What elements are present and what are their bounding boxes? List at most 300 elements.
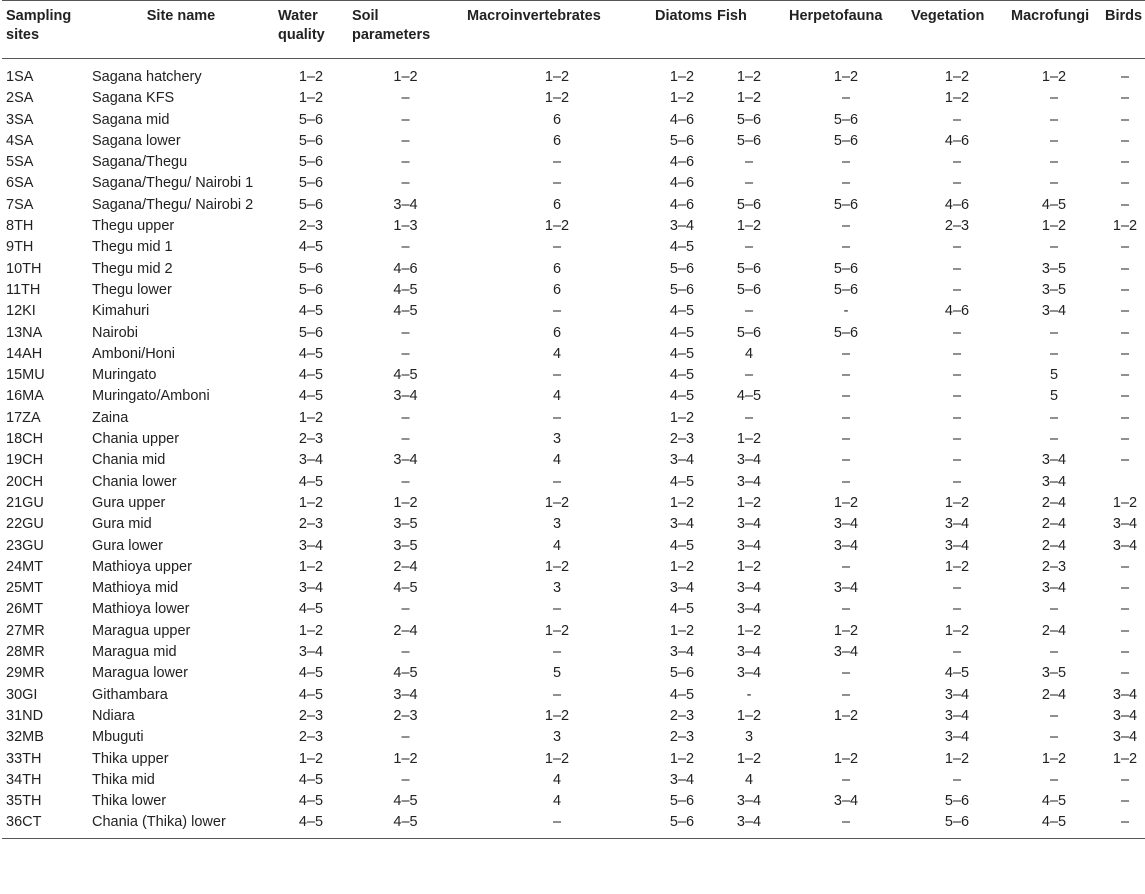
cell-diatoms: 1–2 (669, 409, 695, 426)
cell-herpetofauna: – (841, 175, 851, 192)
cell-birds: – (1120, 69, 1130, 85)
cell-macrofungi: 2–4 (1041, 686, 1067, 703)
table-row (2, 472, 1145, 493)
cell-birds: – (1120, 90, 1130, 107)
table-body (2, 59, 1145, 839)
cell-diatoms: 5–6 (669, 260, 695, 277)
cell-vegetation: – (952, 260, 962, 277)
cell-site-code: 22GU (6, 516, 44, 533)
cell-water-quality: 5–6 (298, 111, 324, 128)
cell-water-quality: 4–5 (298, 388, 324, 405)
cell-site-name: Thika upper (92, 750, 169, 767)
cell-fish: 3 (744, 729, 754, 746)
cell-site-name: Chania (Thika) lower (92, 814, 226, 831)
cell-site-code: 31ND (6, 707, 44, 724)
cell-macrofungi: – (1049, 90, 1059, 107)
table-row (2, 621, 1145, 642)
cell-site-name: Mathioya lower (92, 601, 190, 618)
cell-site-code: 23GU (6, 537, 44, 554)
cell-herpetofauna: 3–4 (833, 793, 859, 810)
cell-site-name: Muringato (92, 367, 157, 384)
cell-vegetation: – (952, 111, 962, 128)
cell-birds: – (1120, 324, 1130, 341)
cell-vegetation: – (952, 473, 962, 490)
cell-site-code: 5SA (6, 154, 34, 171)
cell-soil-parameters: – (401, 345, 410, 362)
cell-birds: – (1120, 622, 1130, 639)
cell-site-code: 13NA (6, 324, 43, 341)
cell-birds: 1–2 (1112, 218, 1138, 235)
col-header-diatoms: Diatoms (655, 8, 713, 24)
cell-macroinvertebrates: 6 (552, 111, 562, 128)
cell-vegetation: – (952, 580, 962, 597)
cell-water-quality: 5–6 (298, 196, 324, 213)
cell-soil-parameters: – (401, 431, 410, 448)
table-row (2, 599, 1145, 620)
cell-site-name: Maragua upper (92, 622, 191, 639)
col-header-sampling-sites: Sampling sites (6, 8, 72, 43)
cell-soil-parameters: 1–2 (393, 494, 418, 511)
table-row (2, 812, 1145, 838)
cell-macrofungi: – (1049, 154, 1059, 171)
cell-diatoms: 5–6 (669, 281, 695, 298)
cell-macroinvertebrates: – (552, 154, 562, 171)
cell-water-quality: 4–5 (298, 601, 324, 618)
cell-soil-parameters: 1–3 (393, 218, 418, 235)
cell-site-name: Kimahuri (92, 303, 150, 320)
cell-site-code: 27MR (6, 622, 45, 639)
cell-herpetofauna: 5–6 (833, 324, 859, 341)
cell-soil-parameters: 1–2 (393, 69, 418, 85)
cell-fish: 1–2 (736, 431, 762, 448)
table-row (2, 493, 1145, 514)
cell-herpetofauna: – (841, 665, 851, 682)
cell-fish: 1–2 (736, 218, 762, 235)
cell-site-name: Gura mid (92, 516, 152, 533)
cell-site-name: Zaina (92, 409, 129, 426)
cell-water-quality: 1–2 (298, 558, 324, 575)
cell-soil-parameters: 4–5 (393, 793, 418, 810)
cell-diatoms: 1–2 (669, 494, 695, 511)
table-row (2, 386, 1145, 407)
cell-diatoms: 4–6 (669, 175, 695, 192)
col-header-soil-parameters: Soil parameters (352, 8, 431, 43)
cell-vegetation: – (952, 644, 962, 661)
cell-site-code: 25MT (6, 580, 44, 597)
table-row (2, 110, 1145, 131)
cell-vegetation: 5–6 (944, 793, 970, 810)
cell-macroinvertebrates: 1–2 (544, 218, 570, 235)
cell-diatoms: 4–5 (669, 601, 695, 618)
cell-vegetation: – (952, 431, 962, 448)
cell-herpetofauna: – (841, 90, 851, 107)
table-row (2, 344, 1145, 365)
cell-diatoms: 5–6 (669, 132, 695, 149)
cell-soil-parameters: 3–4 (393, 196, 418, 213)
cell-site-name: Sagana mid (92, 111, 170, 128)
cell-birds: – (1120, 175, 1130, 192)
cell-soil-parameters: – (401, 644, 410, 661)
cell-macroinvertebrates: 4 (552, 537, 562, 554)
cell-diatoms: 4–5 (669, 239, 695, 256)
cell-site-code: 11TH (6, 281, 41, 298)
table-row (2, 429, 1145, 450)
cell-fish: – (744, 367, 754, 384)
cell-herpetofauna: 5–6 (833, 260, 859, 277)
cell-birds: – (1120, 154, 1130, 171)
cell-vegetation: 3–4 (944, 729, 970, 746)
cell-site-code: 21GU (6, 494, 44, 511)
cell-herpetofauna: 1–2 (833, 494, 859, 511)
cell-macroinvertebrates: 5 (552, 665, 562, 682)
cell-macrofungi: – (1049, 601, 1059, 618)
cell-soil-parameters: 2–4 (393, 558, 418, 575)
cell-macroinvertebrates: – (552, 601, 562, 618)
cell-birds: – (1120, 409, 1130, 426)
cell-herpetofauna: 1–2 (833, 750, 859, 767)
cell-birds: – (1120, 580, 1130, 597)
cell-macroinvertebrates: – (552, 175, 562, 192)
cell-water-quality: 4–5 (298, 771, 324, 788)
cell-water-quality: 4–5 (298, 239, 324, 256)
cell-diatoms: 2–3 (669, 729, 695, 746)
cell-fish: 3–4 (736, 473, 762, 490)
cell-herpetofauna: – (841, 558, 851, 575)
header-row (2, 1, 1145, 59)
cell-macrofungi: 3–5 (1041, 665, 1067, 682)
cell-macrofungi: 4–5 (1041, 196, 1067, 213)
cell-macrofungi: – (1049, 707, 1059, 724)
cell-soil-parameters: – (401, 409, 410, 426)
cell-site-name: Thegu lower (92, 281, 172, 298)
table-row (2, 642, 1145, 663)
cell-water-quality: 4–5 (298, 665, 324, 682)
cell-site-name: Gura upper (92, 494, 166, 511)
table-row (2, 280, 1145, 301)
cell-birds: 3–4 (1112, 707, 1138, 724)
cell-birds: – (1120, 260, 1130, 277)
table-row (2, 408, 1145, 429)
cell-soil-parameters: – (401, 729, 410, 746)
cell-site-name: Mathioya mid (92, 580, 179, 597)
col-header-site-name: Site name (146, 8, 216, 24)
cell-fish: – (744, 175, 754, 192)
cell-macroinvertebrates: 6 (552, 324, 562, 341)
cell-vegetation: – (952, 175, 962, 192)
cell-birds: – (1120, 452, 1130, 469)
cell-macrofungi: 5 (1049, 388, 1059, 405)
table-row (2, 259, 1145, 280)
cell-diatoms: 4–5 (669, 473, 695, 490)
cell-site-code: 14AH (6, 345, 43, 362)
sampling-sites-table (2, 0, 1145, 839)
cell-diatoms: 4–6 (669, 154, 695, 171)
cell-vegetation: 1–2 (944, 494, 970, 511)
cell-fish: 1–2 (736, 750, 762, 767)
cell-herpetofauna: 3–4 (833, 580, 859, 597)
cell-diatoms: 2–3 (669, 431, 695, 448)
cell-water-quality: 2–3 (298, 218, 324, 235)
cell-vegetation: – (952, 771, 962, 788)
cell-site-name: Maragua lower (92, 665, 188, 682)
cell-vegetation: 3–4 (944, 516, 970, 533)
cell-macroinvertebrates: – (552, 239, 562, 256)
cell-herpetofauna: 5–6 (833, 281, 859, 298)
cell-macroinvertebrates: 1–2 (544, 622, 570, 639)
table-row (2, 706, 1145, 727)
cell-vegetation: – (952, 324, 962, 341)
cell-macroinvertebrates: 6 (552, 132, 562, 149)
cell-diatoms: 3–4 (669, 644, 695, 661)
cell-water-quality: 1–2 (298, 622, 324, 639)
cell-birds: – (1120, 196, 1130, 213)
cell-diatoms: 2–3 (669, 707, 695, 724)
col-header-herpetofauna: Herpetofauna (789, 8, 883, 24)
cell-macroinvertebrates: 6 (552, 260, 562, 277)
cell-fish: 3–4 (736, 644, 762, 661)
cell-vegetation: 3–4 (944, 686, 970, 703)
cell-soil-parameters: – (401, 473, 410, 490)
cell-fish: 1–2 (736, 622, 762, 639)
cell-herpetofauna: – (841, 814, 851, 831)
cell-vegetation: – (952, 452, 962, 469)
cell-diatoms: 4–6 (669, 111, 695, 128)
cell-macroinvertebrates: 6 (552, 281, 562, 298)
cell-water-quality: 5–6 (298, 281, 324, 298)
cell-fish: 3–4 (736, 516, 762, 533)
cell-site-code: 7SA (6, 196, 34, 213)
cell-macroinvertebrates: 4 (552, 388, 562, 405)
cell-water-quality: 4–5 (298, 793, 324, 810)
cell-macrofungi: 3–4 (1041, 452, 1067, 469)
cell-macrofungi: – (1049, 239, 1059, 256)
cell-site-code: 12KI (6, 303, 36, 320)
cell-diatoms: 4–5 (669, 324, 695, 341)
cell-vegetation: – (952, 409, 962, 426)
cell-site-code: 33TH (6, 750, 42, 767)
cell-macrofungi: – (1049, 345, 1059, 362)
table-row (2, 152, 1145, 173)
cell-water-quality: 2–3 (298, 431, 324, 448)
cell-vegetation: 3–4 (944, 537, 970, 554)
cell-water-quality: 4–5 (298, 686, 324, 703)
cell-vegetation: – (952, 281, 962, 298)
cell-diatoms: 4–5 (669, 537, 695, 554)
cell-water-quality: 2–3 (298, 729, 324, 746)
col-header-fish: Fish (717, 8, 747, 24)
table-row (2, 301, 1145, 322)
cell-diatoms: 3–4 (669, 452, 695, 469)
cell-fish: 5–6 (736, 132, 762, 149)
col-header-water-quality: Water quality (278, 8, 325, 43)
cell-soil-parameters: 2–3 (393, 707, 418, 724)
col-header-macroinvertebrates: Macroinvertebrates (467, 8, 601, 24)
cell-diatoms: 4–5 (669, 388, 695, 405)
cell-macroinvertebrates: 4 (552, 793, 562, 810)
cell-site-name: Thika mid (92, 771, 155, 788)
table-row (2, 663, 1145, 684)
cell-diatoms: 1–2 (669, 558, 695, 575)
cell-diatoms: 3–4 (669, 771, 695, 788)
cell-site-code: 15MU (6, 367, 45, 384)
cell-water-quality: 4–5 (298, 473, 324, 490)
table-row (2, 578, 1145, 599)
cell-macrofungi: 3–4 (1041, 580, 1067, 597)
cell-site-code: 9TH (6, 239, 34, 256)
cell-fish: 1–2 (736, 90, 762, 107)
cell-soil-parameters: – (401, 90, 410, 107)
cell-soil-parameters: – (401, 132, 410, 149)
table-row (2, 323, 1145, 344)
cell-macrofungi: 3–4 (1041, 303, 1067, 320)
cell-site-name: Ndiara (92, 707, 135, 724)
cell-birds: – (1120, 601, 1130, 618)
cell-diatoms: 3–4 (669, 218, 695, 235)
cell-diatoms: 1–2 (669, 750, 695, 767)
cell-herpetofauna: – (841, 771, 851, 788)
cell-macrofungi: 1–2 (1041, 750, 1067, 767)
cell-fish: 5–6 (736, 324, 762, 341)
cell-fish: 3–4 (736, 665, 762, 682)
cell-water-quality: 4–5 (298, 303, 324, 320)
cell-site-code: 18CH (6, 431, 44, 448)
cell-site-name: Muringato/Amboni (92, 388, 210, 405)
cell-diatoms: 5–6 (669, 793, 695, 810)
cell-site-name: Thegu mid 2 (92, 260, 173, 277)
cell-water-quality: 4–5 (298, 814, 324, 831)
cell-fish: 4–5 (736, 388, 762, 405)
cell-birds: – (1120, 644, 1130, 661)
cell-macroinvertebrates: 1–2 (544, 69, 570, 85)
cell-soil-parameters: 4–5 (393, 665, 418, 682)
cell-macroinvertebrates: – (552, 473, 562, 490)
cell-vegetation: 1–2 (944, 90, 970, 107)
cell-soil-parameters: – (401, 324, 410, 341)
cell-macroinvertebrates: 3 (552, 516, 562, 533)
table-row (2, 195, 1145, 216)
cell-herpetofauna: – (841, 388, 851, 405)
cell-macroinvertebrates: – (552, 644, 562, 661)
cell-fish: 4 (744, 771, 754, 788)
cell-site-code: 36CT (6, 814, 42, 831)
cell-vegetation: 4–6 (944, 132, 970, 149)
cell-site-code: 2SA (6, 90, 34, 107)
cell-fish: 3–4 (736, 814, 762, 831)
cell-vegetation: – (952, 239, 962, 256)
cell-diatoms: 5–6 (669, 665, 695, 682)
cell-herpetofauna: 5–6 (833, 111, 859, 128)
cell-water-quality: 5–6 (298, 324, 324, 341)
cell-macrofungi: 3–5 (1041, 260, 1067, 277)
cell-birds: – (1120, 345, 1130, 362)
cell-water-quality: 5–6 (298, 132, 324, 149)
cell-site-name: Gura lower (92, 537, 163, 554)
cell-fish: - (746, 686, 752, 703)
cell-herpetofauna: – (841, 367, 851, 384)
cell-soil-parameters: 4–5 (393, 814, 418, 831)
cell-site-name: Sagana hatchery (92, 69, 202, 85)
cell-site-code: 16MA (6, 388, 44, 405)
cell-macroinvertebrates: – (552, 409, 562, 426)
cell-macrofungi: 2–4 (1041, 622, 1067, 639)
cell-vegetation: 4–6 (944, 196, 970, 213)
cell-site-name: Amboni/Honi (92, 345, 176, 362)
cell-macrofungi: 2–3 (1041, 558, 1067, 575)
cell-soil-parameters: – (401, 111, 410, 128)
cell-birds: 1–2 (1112, 750, 1138, 767)
table-row (2, 131, 1145, 152)
cell-fish: 5–6 (736, 260, 762, 277)
cell-soil-parameters: 4–5 (393, 367, 418, 384)
cell-fish: 4 (744, 345, 754, 362)
cell-herpetofauna: – (841, 452, 851, 469)
cell-water-quality: 4–5 (298, 345, 324, 362)
table-row (2, 365, 1145, 386)
cell-soil-parameters: 3–4 (393, 388, 418, 405)
cell-site-code: 26MT (6, 601, 44, 618)
cell-site-name: Sagana lower (92, 132, 181, 149)
cell-water-quality: 3–4 (298, 644, 324, 661)
cell-fish: 3–4 (736, 452, 762, 469)
cell-site-code: 1SA (6, 69, 34, 85)
cell-macroinvertebrates: – (552, 686, 562, 703)
cell-soil-parameters: – (401, 601, 410, 618)
cell-diatoms: 4–5 (669, 303, 695, 320)
cell-macroinvertebrates: 3 (552, 431, 562, 448)
cell-birds: – (1120, 431, 1130, 448)
cell-birds: 3–4 (1112, 686, 1138, 703)
cell-herpetofauna: – (841, 218, 851, 235)
cell-diatoms: 5–6 (669, 814, 695, 831)
cell-fish: 3–4 (736, 580, 762, 597)
cell-macroinvertebrates: 3 (552, 580, 562, 597)
cell-macroinvertebrates: – (552, 814, 562, 831)
cell-birds: – (1120, 771, 1130, 788)
cell-macrofungi: 1–2 (1041, 69, 1067, 85)
cell-site-code: 20CH (6, 473, 44, 490)
cell-soil-parameters: 4–6 (393, 260, 418, 277)
cell-herpetofauna: 3–4 (833, 644, 859, 661)
cell-macroinvertebrates: 4 (552, 771, 562, 788)
cell-macrofungi: 1–2 (1041, 218, 1067, 235)
cell-soil-parameters: 4–5 (393, 303, 418, 320)
cell-water-quality: 2–3 (298, 516, 324, 533)
cell-birds: – (1120, 239, 1130, 256)
cell-macrofungi: 3–4 (1041, 473, 1067, 490)
cell-macrofungi: – (1049, 175, 1059, 192)
cell-macrofungi: 2–4 (1041, 516, 1067, 533)
cell-macrofungi: – (1049, 644, 1059, 661)
cell-soil-parameters: 1–2 (393, 750, 418, 767)
cell-water-quality: 1–2 (298, 494, 324, 511)
cell-site-name: Thegu upper (92, 218, 175, 235)
cell-site-code: 30GI (6, 686, 38, 703)
cell-macrofungi: – (1049, 409, 1059, 426)
cell-birds: – (1120, 814, 1130, 831)
cell-site-code: 24MT (6, 558, 44, 575)
cell-site-code: 6SA (6, 175, 34, 192)
table-row (2, 791, 1145, 812)
cell-site-name: Mathioya upper (92, 558, 192, 575)
cell-diatoms: 4–5 (669, 686, 695, 703)
cell-herpetofauna: – (841, 601, 851, 618)
cell-vegetation: 1–2 (944, 622, 970, 639)
cell-vegetation: – (952, 154, 962, 171)
cell-herpetofauna: 5–6 (833, 132, 859, 149)
cell-soil-parameters: 3–4 (393, 686, 418, 703)
cell-herpetofauna: 3–4 (833, 537, 859, 554)
cell-vegetation: – (952, 388, 962, 405)
